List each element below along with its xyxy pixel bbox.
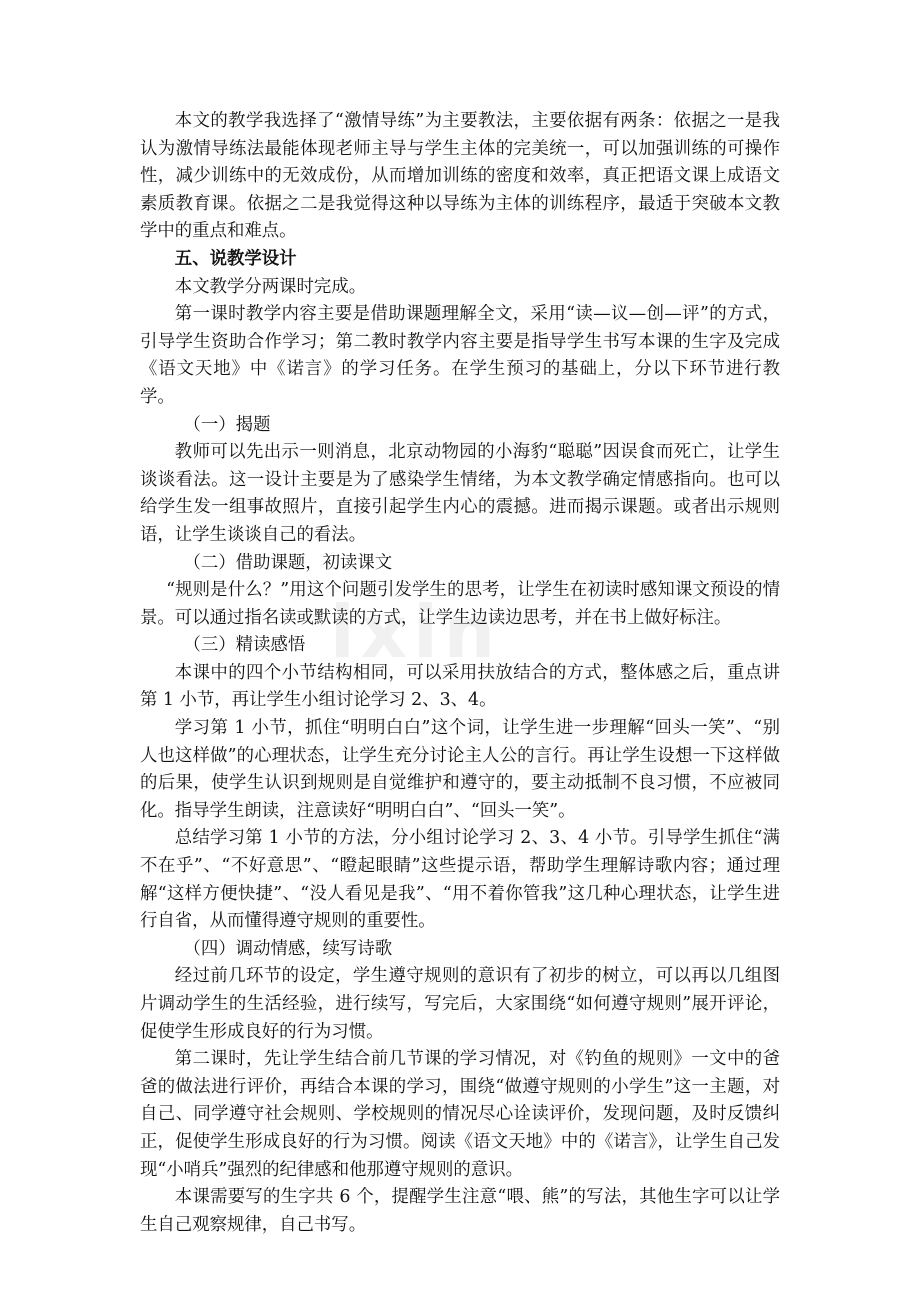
subsection-heading: （一）揭题: [183, 414, 271, 435]
paragraph: 教师可以先出示一则消息，北京动物园的小海豹“聪聪”因误食而死亡，让学生谈谈看法。这一设计主要是为了感染学生情绪，为本文教学确定情感指向。也可以给学生发一组事故照片，直接引起学生内心的震撼。进而揭示课题。或者出示规则语，让学生谈谈自己的看法。: [140, 442, 780, 545]
section-heading: 五、说教学设计: [174, 248, 297, 269]
subsection-heading: （二）借助课题，初读课文: [183, 552, 393, 573]
paragraph: 本文的教学我选择了“激情导练”为主要教法，主要依据有两条：依据之一是我认为激情导练法最能体现老师主导与学生主体的完美统一，可以加强训练的可操作性，减少训练中的无效成份，从而增加训练的密度和效率，真正把语文课上成语文素质教育课。依据之二是我觉得这种以导练为主体的训练程序，最适于突破本文教学中的重点和难点。: [140, 111, 780, 242]
subsection-heading: （四）调动情感，续写诗歌: [183, 938, 393, 959]
paragraph: 学习第 1 小节，抓住“明明白白”这个词，让学生进一步理解“回头一笑”、“别人也这样做”的心理状态，让学生充分讨论主人公的言行。再让学生设想一下这样做的后果，使学生认识到规则是自觉维护和遵守的，要主动抵制不良习惯，不应被同化。指导学生朗读，注意读好“明明白白”、“回头一笑”。: [140, 718, 780, 821]
subsection-heading: （三）精读感悟: [183, 635, 306, 656]
paragraph: 第二课时，先让学生结合前几节课的学习情况，对《钓鱼的规则》一文中的爸爸的做法进行评价，再结合本课的学习，围绕“做遵守规则的小学生”这一主题，对自己、同学遵守社会规则、学校规则的情况尽心诠读评价，发现问题，及时反馈纠正，促使学生形成良好的行为习惯。阅读《语文天地》中的《诺言》，让学生自己发现“小哨兵”强烈的纪律感和他那遵守规则的意识。: [140, 1049, 780, 1180]
document-body: [140, 108, 780, 1239]
paragraph: 经过前几环节的设定，学生遵守规则的意识有了初步的树立，可以再以几组图片调动学生的生活经验，进行续写，写完后，大家围绕“如何遵守规则”展开评论，促使学生形成良好的行为习惯。: [140, 966, 780, 1042]
paragraph: 第一课时教学内容主要是借助课题理解全文，采用“读—议—创—评”的方式，引导学生资助合作学习；第二教时教学内容主要是指导学生书写本课的生字及完成《语文天地》中《诺言》的学习任务。在学生预习的基础上，分以下环节进行教学。: [140, 304, 780, 407]
paragraph: “规则是什么？”用这个问题引发学生的思考，让学生在初读时感知课文预设的情景。可以通过指名读或默读的方式，让学生边读边思考，并在书上做好标注。: [140, 580, 780, 628]
paragraph: 本课需要写的生字共 6 个，提醒学生注意“喂、熊”的写法，其他生字可以让学生自己观察规律，自己书写。: [140, 1187, 780, 1235]
watermark: ixin: [330, 590, 502, 674]
paragraph: 本文教学分两课时完成。: [174, 276, 367, 297]
paragraph: 本课中的四个小节结构相同，可以采用扶放结合的方式，整体感之后，重点讲第 1 小节，再让学生小组讨论学习 2、3、4。: [140, 662, 780, 711]
paragraph: 总结学习第 1 小节的方法，分小组讨论学习 2、3、4 小节。引导学生抓住“满不在乎”、“不好意思”、“瞪起眼睛”这些提示语，帮助学生理解诗歌内容；通过理解“这样方便快捷”、“没人看见是我”、“用不着你管我”这几种心理状态，让学生进行自省，从而懂得遵守规则的重要性。: [140, 828, 780, 932]
